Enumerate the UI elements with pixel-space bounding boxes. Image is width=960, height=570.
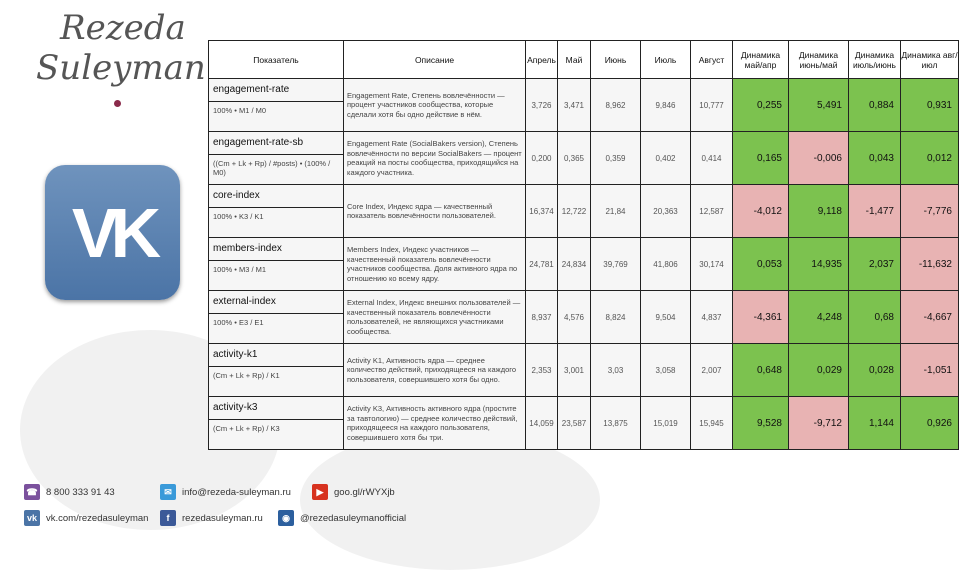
month-value: 14,059 [526, 397, 558, 450]
metric-name: activity-k3 [209, 397, 343, 420]
dynamics-value: 9,528 [733, 397, 789, 450]
month-value: 20,363 [641, 185, 691, 238]
metric-description: Activity K1, Активность ядра — среднее количество действий, приходящееся на каждого пользователя, совершившего хотя бы одно. [344, 344, 526, 397]
metric-description: External Index, Индекс внешних пользователей — качественный показатель вовлечённости пользователей, не являющихся участниками сообщества. [344, 291, 526, 344]
youtube-link[interactable]: goo.gl/rWYXjb [334, 486, 395, 498]
table-row [209, 397, 959, 450]
table-row [209, 185, 959, 238]
contacts-footer [24, 484, 464, 534]
facebook-icon: f [160, 510, 176, 526]
metric-cell [209, 132, 344, 185]
vk-logo-icon: VK [45, 165, 180, 300]
month-value: 0,365 [558, 132, 591, 185]
dynamics-value: 0,926 [901, 397, 959, 450]
vk-link[interactable]: vk.com/rezedasuleyman [46, 512, 149, 524]
metric-name: activity-k1 [209, 344, 343, 367]
metric-formula: ((Cm + Lk + Rp) / #posts) • (100% / M0) [213, 159, 331, 178]
column-header: Динамика май/апр [733, 41, 789, 79]
month-value: 0,414 [691, 132, 733, 185]
month-value: 24,834 [558, 238, 591, 291]
month-value: 4,576 [558, 291, 591, 344]
dynamics-value: 0,648 [733, 344, 789, 397]
column-header: Описание [344, 41, 526, 79]
instagram-link[interactable]: @rezedasuleymanofficial [300, 512, 407, 524]
metric-description: Engagement Rate (SocialBakers version), Степень вовлечённости по версии SocialBakers — процент реакций на посты сообщества, приходящийся на каждого участника. [344, 132, 526, 185]
viber-phone-icon: ☎ [24, 484, 40, 500]
metrics-table [208, 40, 959, 450]
month-value: 41,806 [641, 238, 691, 291]
month-value: 39,769 [591, 238, 641, 291]
column-header: Показатель [209, 41, 344, 79]
column-header: Динамика авг/июл [901, 41, 959, 79]
logo-line2: Suleyman [36, 48, 206, 88]
month-value: 12,722 [558, 185, 591, 238]
metric-formula: (Cm + Lk + Rp) / K3 [213, 424, 280, 434]
dynamics-value: -4,667 [901, 291, 959, 344]
dynamics-value: 0,884 [849, 79, 901, 132]
dynamics-value: -4,012 [733, 185, 789, 238]
dynamics-value: 0,68 [849, 291, 901, 344]
metric-name: core-index [209, 185, 343, 208]
month-value: 16,374 [526, 185, 558, 238]
dynamics-value: 0,053 [733, 238, 789, 291]
metric-name: members-index [209, 238, 343, 261]
month-value: 10,777 [691, 79, 733, 132]
column-header: Июль [641, 41, 691, 79]
mail-icon: ✉ [160, 484, 176, 500]
instagram-icon: ◉ [278, 510, 294, 526]
month-value: 2,353 [526, 344, 558, 397]
dynamics-value: 1,144 [849, 397, 901, 450]
metric-description: Activity K3, Активность активного ядра (простите за тавтологию) — среднее количество действий, приходящееся на каждого пользователя, совершившего хотя бы три. [344, 397, 526, 450]
table-row [209, 291, 959, 344]
facebook-link[interactable]: rezedasuleyman.ru [182, 512, 263, 524]
dynamics-value: -9,712 [789, 397, 849, 450]
metric-formula: (Cm + Lk + Rp) / K1 [213, 371, 280, 381]
metric-cell [209, 185, 344, 238]
column-header: Динамика июль/июнь [849, 41, 901, 79]
metric-cell [209, 397, 344, 450]
vk-icon: vk [24, 510, 40, 526]
month-value: 3,471 [558, 79, 591, 132]
dynamics-value: 4,248 [789, 291, 849, 344]
metric-cell [209, 238, 344, 291]
brand-logo [30, 8, 205, 118]
dynamics-value: -11,632 [901, 238, 959, 291]
month-value: 13,875 [591, 397, 641, 450]
dynamics-value: -0,006 [789, 132, 849, 185]
column-header: Апрель [526, 41, 558, 79]
month-value: 8,962 [591, 79, 641, 132]
dynamics-value: -7,776 [901, 185, 959, 238]
month-value: 23,587 [558, 397, 591, 450]
dynamics-value: 14,935 [789, 238, 849, 291]
column-header: Май [558, 41, 591, 79]
month-value: 8,824 [591, 291, 641, 344]
logo-dot [114, 100, 121, 107]
table-row [209, 238, 959, 291]
month-value: 9,504 [641, 291, 691, 344]
dynamics-value: 0,165 [733, 132, 789, 185]
dynamics-value: 0,931 [901, 79, 959, 132]
metric-name: engagement-rate [209, 79, 343, 102]
column-header: Динамика июнь/май [789, 41, 849, 79]
month-value: 3,03 [591, 344, 641, 397]
month-value: 15,019 [641, 397, 691, 450]
metric-description: Core Index, Индекс ядра — качественный показатель вовлечённости пользователей. [344, 185, 526, 238]
metric-formula: 100% • E3 / E1 [213, 318, 264, 328]
phone[interactable]: 8 800 333 91 43 [46, 486, 115, 498]
month-value: 8,937 [526, 291, 558, 344]
metric-cell [209, 344, 344, 397]
metric-name: engagement-rate-sb [209, 132, 343, 155]
column-header: Август [691, 41, 733, 79]
dynamics-value: 5,491 [789, 79, 849, 132]
dynamics-value: 0,029 [789, 344, 849, 397]
dynamics-value: -1,477 [849, 185, 901, 238]
metric-cell [209, 79, 344, 132]
table-row [209, 132, 959, 185]
month-value: 24,781 [526, 238, 558, 291]
dynamics-value: 0,255 [733, 79, 789, 132]
month-value: 3,001 [558, 344, 591, 397]
month-value: 0,200 [526, 132, 558, 185]
metric-formula: 100% • M3 / M1 [213, 265, 267, 275]
month-value: 9,846 [641, 79, 691, 132]
metric-name: external-index [209, 291, 343, 314]
month-value: 15,945 [691, 397, 733, 450]
logo-line1: Rezeda [60, 8, 186, 48]
month-value: 21,84 [591, 185, 641, 238]
metric-formula: 100% • M1 / M0 [213, 106, 267, 116]
month-value: 3,726 [526, 79, 558, 132]
month-value: 30,174 [691, 238, 733, 291]
email-link[interactable]: info@rezeda-suleyman.ru [182, 486, 291, 498]
month-value: 3,058 [641, 344, 691, 397]
month-value: 12,587 [691, 185, 733, 238]
table-row [209, 79, 959, 132]
column-header: Июнь [591, 41, 641, 79]
dynamics-value: -1,051 [901, 344, 959, 397]
table-row [209, 344, 959, 397]
youtube-icon: ▶ [312, 484, 328, 500]
dynamics-value: 2,037 [849, 238, 901, 291]
month-value: 0,359 [591, 132, 641, 185]
dynamics-value: 0,012 [901, 132, 959, 185]
month-value: 2,007 [691, 344, 733, 397]
month-value: 0,402 [641, 132, 691, 185]
metric-cell [209, 291, 344, 344]
dynamics-value: -4,361 [733, 291, 789, 344]
dynamics-value: 0,028 [849, 344, 901, 397]
metric-formula: 100% • K3 / K1 [213, 212, 264, 222]
dynamics-value: 9,118 [789, 185, 849, 238]
month-value: 4,837 [691, 291, 733, 344]
metric-description: Members Index, Индекс участников — качественный показатель вовлечённости участников сообщества. Доля активного ядра по отношению ко всему ядру. [344, 238, 526, 291]
metric-description: Engagement Rate, Степень вовлечённости — процент участников сообщества, которые сделали хотя бы одно действие в нём. [344, 79, 526, 132]
dynamics-value: 0,043 [849, 132, 901, 185]
